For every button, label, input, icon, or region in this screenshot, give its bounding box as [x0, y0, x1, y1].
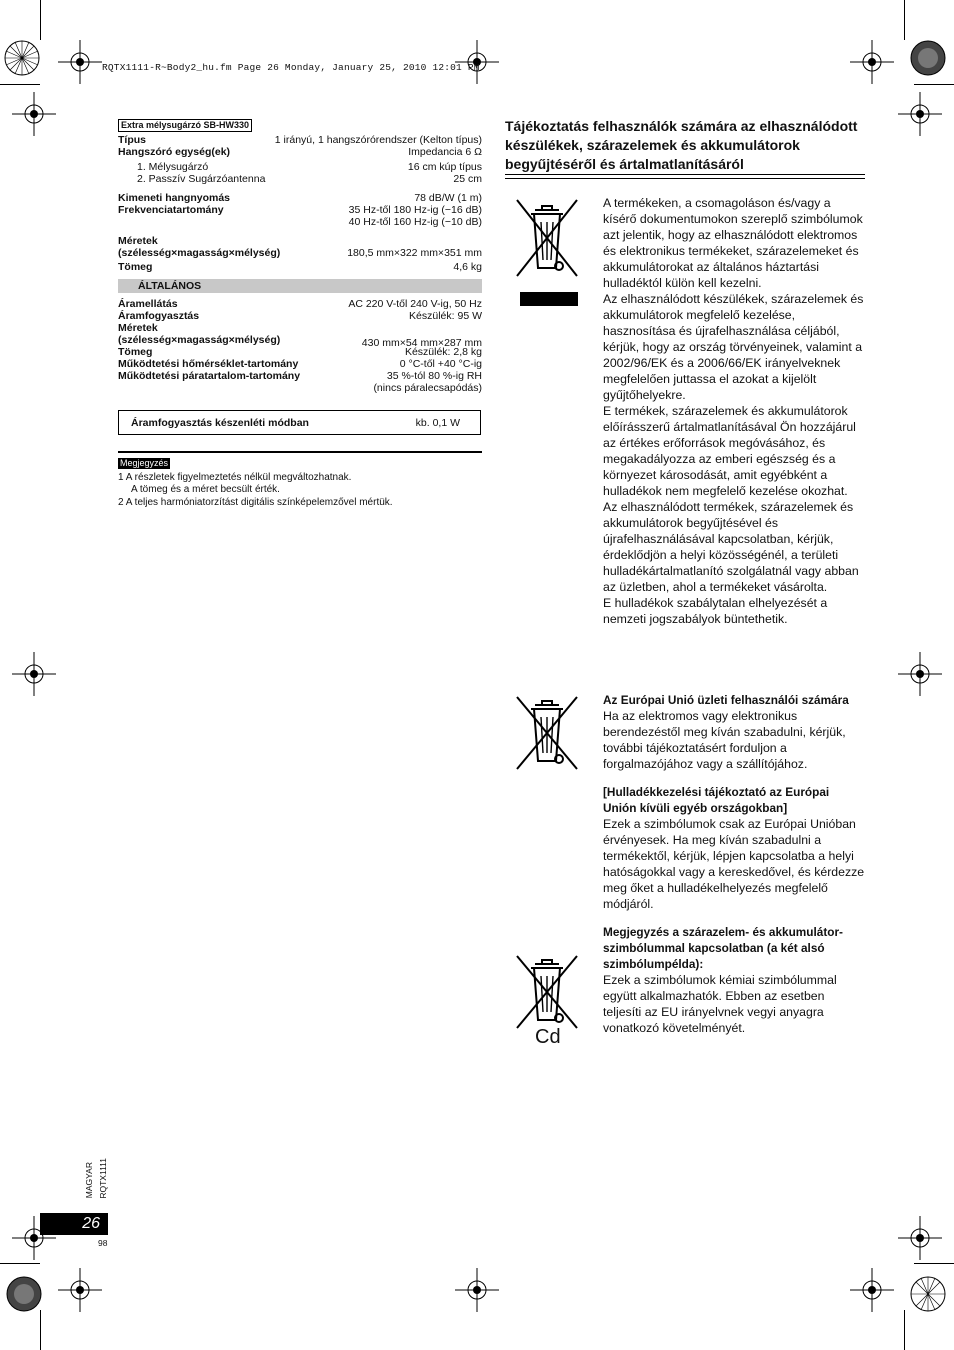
spec-row: [118, 235, 482, 247]
spec-block-2: [118, 192, 482, 273]
spec-value: Készülék: 95 W: [409, 310, 482, 322]
spec-row: [118, 261, 482, 273]
spec-key: Működtetési hőmérséklet-tartomány: [118, 358, 299, 370]
note-1: 1 A részletek figyelmeztetés nélkül megváltozhatnak.: [118, 472, 352, 483]
registration-mark: [898, 1216, 942, 1260]
block-4-title: Megjegyzés a szárazelem- és akkumulátor-szimbólummal kapcsolatban (a két alsó szimbólumpélda):: [603, 925, 843, 971]
block-3-title: [Hulladékkezelési tájékoztató az Európai Unión kívüli egyéb országokban]: [603, 785, 830, 815]
spec-key: Frekvenciatartomány: [118, 204, 224, 216]
rosette-mark: [4, 40, 40, 76]
trim-line: [0, 84, 40, 85]
block-2-title: Az Európai Unió üzleti felhasználói számára: [603, 693, 849, 707]
spec-value: Impedancia 6 Ω: [408, 146, 482, 158]
registration-mark: [12, 652, 56, 696]
spec-key: Áramellátás: [118, 298, 178, 310]
paragraph: E termékek, szárazelemek és akkumulátorok előírásszerű ártalmatlanításával Ön hozzájárul az értékes erőforrások megóvásához, és megakadályozza az emberi egészség és a környezet károsodását, amit egyébként a hulladékok nem megfelelő kezelése okozhat.: [603, 404, 856, 498]
spec-row: [118, 358, 482, 370]
spec-key: Hangszóró egység(ek): [118, 146, 231, 158]
spec-row: [118, 134, 482, 146]
spec-key: Áramfogyasztás: [118, 310, 200, 322]
standby-label: Áramfogyasztás készenléti módban: [131, 416, 309, 429]
block-2: [603, 692, 865, 1036]
language-label: MAGYAR: [84, 1162, 94, 1199]
spec-row: [118, 161, 482, 173]
spec-value: 4,6 kg: [453, 261, 482, 273]
crossed-bin-icon: [513, 695, 581, 771]
rosette-mark-dark: [6, 1276, 42, 1312]
spec-value: (nincs páralecsapódás): [373, 382, 482, 394]
registration-mark: [58, 40, 102, 84]
cd-label: Cd: [535, 1026, 561, 1048]
spec-value: 16 cm kúp típus: [407, 161, 482, 173]
spec-key: Méretek: [118, 235, 158, 247]
trim-line: [914, 84, 954, 85]
spec-value: 430 mm×54 mm×287 mm: [361, 337, 482, 349]
registration-mark: [850, 1268, 894, 1312]
spec-key: (szélesség×magasság×mélység): [118, 334, 281, 346]
registration-mark: [455, 1268, 499, 1312]
crossed-bin-icon: [513, 954, 581, 1030]
spec-row: [118, 173, 482, 185]
spec-key: Tömeg: [118, 261, 153, 273]
paragraph: Ezek a szimbólumok kémiai szimbólummal együtt alkalmazhatók. Ebben az esetben teljesíti az EU irányelvnek vegyi anyagra vonatkozó követelményét.: [603, 973, 837, 1035]
block-1: [603, 195, 865, 627]
small-page-number: 98: [98, 1238, 108, 1248]
spec-row: [118, 310, 482, 322]
registration-mark: [58, 1268, 102, 1312]
section-title: Tájékoztatás felhasználók számára az elhasználódott készülékek, szárazelemek és akkumulátorok begyűjtéséről és ártalmatlanításáról: [505, 118, 858, 172]
spec-key: 1. Mélysugárzó: [137, 161, 209, 173]
spec-row: [118, 216, 482, 228]
paragraph: A termékeken, a csomagoláson és/vagy a kísérő dokumentumokon szereplő szimbólumok azt jelentik, hogy az elhasználódott elektromos és elektronikus termékeket, szárazelemeket és akkumulátorokat az általános háztartási hulladéktól külön kell kezelni.: [603, 196, 863, 290]
divider: [118, 451, 482, 453]
spec-block-1: [118, 134, 482, 185]
trim-line: [914, 1263, 954, 1264]
spec-row: [118, 334, 482, 349]
paragraph: Az elhasználódott termékek, szárazelemek és akkumulátorok begyűjtésével és újrafelhasználásával kapcsolatban, kérjük, érdeklődjön a helyi közösségénél, a területi hulladékártalmatlanító szolgálatnál vagy abban az üzletben, ahol a termékeket vásárolta.: [603, 500, 859, 594]
spec-row: [118, 298, 482, 310]
spec-value: 78 dB/W (1 m): [414, 192, 482, 204]
spec-key: Működtetési páratartalom-tartomány: [118, 370, 301, 382]
spec-value: 25 cm: [453, 173, 482, 185]
spec-value: Készülék: 2,8 kg: [404, 346, 482, 358]
spec-row: [118, 204, 482, 216]
trim-line: [40, 1310, 41, 1350]
model-code: RQTX1111: [98, 1158, 108, 1199]
spec-value: 0 °C-től +40 °C-ig: [399, 358, 482, 370]
subwoofer-tag: Extra mélysugárzó SB-HW330: [118, 119, 252, 132]
note-1b: A tömeg és a méret becsült érték.: [131, 484, 280, 495]
paragraph: Ezek a szimbólumok csak az Európai Unióban érvényesek. Ha meg kíván szabadulni a termékektől, kérjük, lépjen kapcsolatba a helyi hatóságokkal vagy a kereskedővel, és kérdezze meg őket a hulladékelhelyezés megfelelő módjáról.: [603, 817, 865, 911]
notes-label: Megjegyzés: [120, 458, 169, 468]
spec-key: Méretek: [118, 322, 158, 334]
spec-value: 35 Hz-től 180 Hz-ig (−16 dB): [348, 204, 482, 216]
registration-mark: [850, 40, 894, 84]
spec-key: Típus: [118, 134, 146, 146]
registration-mark: [898, 92, 942, 136]
trim-line: [0, 1263, 40, 1264]
spec-value: 1 irányú, 1 hangszórórendszer (Kelton típus): [274, 134, 482, 146]
spec-row: [118, 382, 482, 394]
page-number: 26: [40, 1213, 108, 1235]
title-rule: [505, 178, 865, 179]
black-bar-mark: [520, 292, 578, 306]
spec-row: [118, 370, 482, 382]
spec-value: 40 Hz-től 160 Hz-ig (−10 dB): [348, 216, 482, 228]
standby-box: [118, 410, 481, 435]
spec-row: [118, 192, 482, 204]
rosette-mark: [910, 1276, 946, 1312]
trim-line: [40, 0, 41, 40]
general-spec: [118, 298, 482, 394]
subwoofer-spec: [118, 119, 482, 132]
registration-mark: [898, 652, 942, 696]
title-rule: [505, 174, 865, 175]
registration-mark: [12, 92, 56, 136]
spec-row: [118, 247, 482, 259]
spec-value: AC 220 V-től 240 V-ig, 50 Hz: [348, 298, 482, 310]
spec-key: (szélesség×magasság×mélység): [118, 247, 281, 259]
paragraph: Ha az elektromos vagy elektronikus berendezéstől meg kíván szabadulni, kérjük, további tájékoztatásért forduljon a forgalmazójához vagy a szállítójához.: [603, 709, 846, 771]
paragraph: E hulladékok szabálytalan elhelyezését a nemzeti jogszabályok büntethetik.: [603, 596, 828, 626]
spec-value: 180,5 mm×322 mm×351 mm: [347, 247, 482, 259]
spec-key: Kimeneti hangnyomás: [118, 192, 231, 204]
spec-row: [118, 322, 482, 334]
trim-line: [904, 0, 905, 40]
note-2: 2 A teljes harmóniatorzítást digitális színképelemzővel mértük.: [118, 497, 393, 508]
rosette-mark-dark: [910, 40, 946, 76]
standby-value: kb. 0,1 W: [415, 416, 460, 429]
spec-value: 35 %-tól 80 %-ig RH: [386, 370, 482, 382]
crossed-bin-icon: [513, 198, 581, 280]
file-header-line: RQTX1111-R~Body2_hu.fm Page 26 Monday, January 25, 2010 12:01 PM: [102, 62, 480, 73]
general-band: ÁLTALÁNOS: [118, 279, 482, 293]
notes-block: [118, 458, 482, 509]
spec-row: [118, 146, 482, 158]
spec-key: Tömeg: [118, 346, 153, 358]
trim-line: [904, 1310, 905, 1350]
paragraph: Az elhasználódott készülékek, szárazelemek és akkumulátorok megfelelő kezelése, hasznosítása és újrafelhasználása céljából, kérjük, hogy az ország törvényeinek, valamint a 2002/96/EK és a 2006/66/EK irányelveknek megfelelően juttassa el azokat a kijelölt gyűjtőhelyekre.: [603, 292, 864, 402]
spec-key: 2. Passzív Sugárzóantenna: [137, 173, 266, 185]
